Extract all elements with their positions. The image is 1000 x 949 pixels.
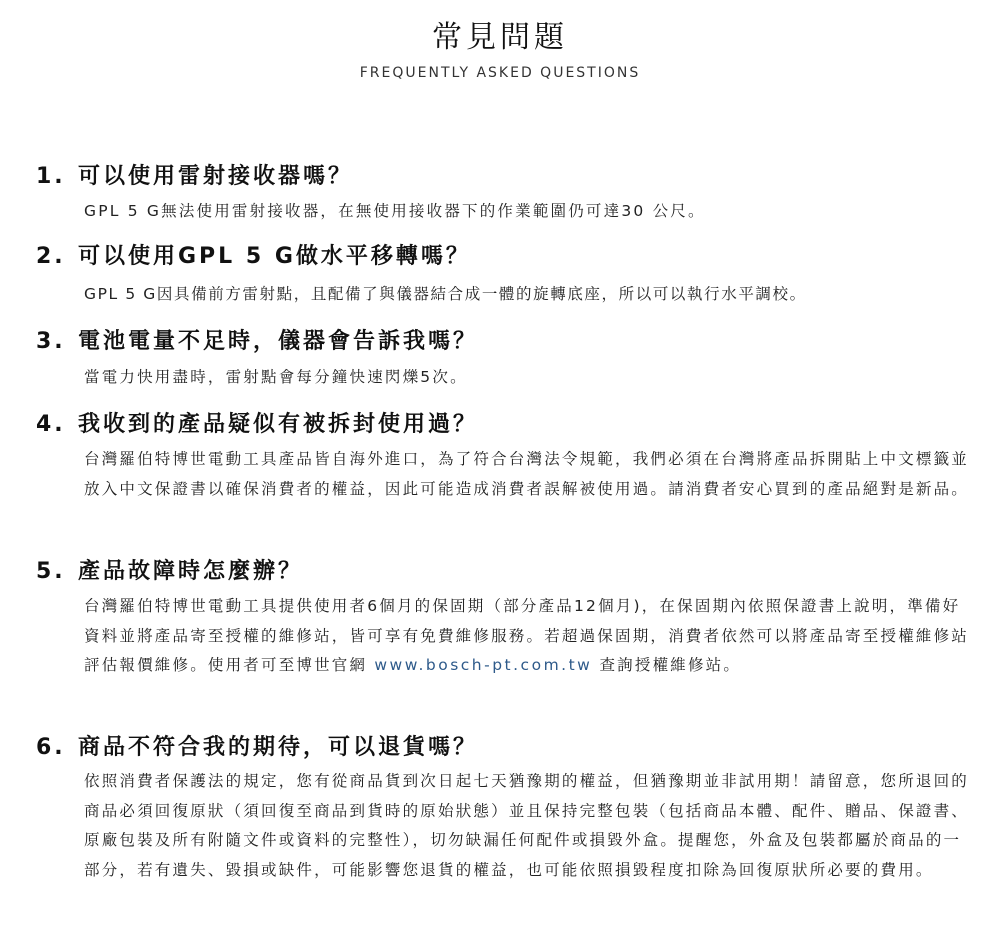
faq-answer-1: GPL 5 G無法使用雷射接收器，在無使用接收器下的作業範圍仍可達30 公尺。 bbox=[84, 202, 706, 220]
faq-question-text-6: 商品不符合我的期待，可以退貨嗎？ bbox=[78, 735, 479, 760]
page-subtitle: FREQUENTLY ASKED QUESTIONS bbox=[359, 65, 641, 81]
bosch-website-link[interactable]: www.bosch-pt.com.tw bbox=[374, 656, 593, 674]
faq-number-1: 1. bbox=[36, 164, 66, 189]
faq-question-text-5: 產品故障時怎麼辦？ bbox=[78, 559, 304, 584]
faq-number-2: 2. bbox=[36, 244, 66, 269]
faq-question-3 bbox=[36, 327, 478, 357]
faq-question-5 bbox=[36, 557, 303, 587]
faq-answer-5-text-end: 查詢授權維修站。 bbox=[592, 656, 742, 674]
faq-question-text-4: 我收到的產品疑似有被拆封使用過？ bbox=[78, 412, 479, 437]
faq-question-4 bbox=[36, 410, 478, 440]
faq-number-3: 3. bbox=[36, 329, 66, 354]
faq-answer-2: GPL 5 G因具備前方雷射點，且配備了與儀器結合成一體的旋轉底座，所以可以執行水平調校。 bbox=[84, 285, 807, 303]
faq-question-text-1: 可以使用雷射接收器嗎？ bbox=[78, 164, 354, 189]
faq-answer-5 bbox=[84, 592, 970, 681]
faq-answer-4: 台灣羅伯特博世電動工具產品皆自海外進口，為了符合台灣法令規範，我們必須在台灣將產品拆開貼上中文標籤並放入中文保證書以確保消費者的權益，因此可能造成消費者誤解被使用過。請消費者安心買到的產品絕對是新品。 bbox=[84, 450, 970, 498]
faq-answer-6: 依照消費者保護法的規定，您有從商品貨到次日起七天猶豫期的權益，但猶豫期並非試用期！請留意，您所退回的商品必須回復原狀（須回復至商品到貨時的原始狀態）並且保持完整包裝（包括商品本體、配件、贈品、保證書、原廠包裝及所有附隨文件或資料的完整性），切勿缺漏任何配件或損毀外盒。提醒您，外盒及包裝都屬於商品的一部分，若有遺失、毀損或缺件，可能影響您退貨的權益，也可能依照損毀程度扣除為回復原狀所必要的費用。 bbox=[84, 772, 970, 879]
page-title: 常見問題 bbox=[432, 20, 568, 55]
faq-question-2 bbox=[36, 242, 471, 272]
faq-number-6: 6. bbox=[36, 735, 66, 760]
faq-number-5: 5. bbox=[36, 559, 66, 584]
faq-answer-3: 當電力快用盡時，雷射點會每分鐘快速閃爍5次。 bbox=[84, 368, 468, 386]
faq-question-1 bbox=[36, 162, 353, 192]
faq-question-text-3: 電池電量不足時，儀器會告訴我嗎？ bbox=[78, 329, 479, 354]
faq-number-4: 4. bbox=[36, 412, 66, 437]
faq-question-text-2: 可以使用GPL 5 G做水平移轉嗎？ bbox=[78, 244, 471, 269]
faq-answer-5-text: 台灣羅伯特博世電動工具提供使用者6個月的保固期（部分產品12個月)，在保固期內依照保證書上說明，準備好資料並將產品寄至授權的維修站，皆可享有免費維修服務。若超過保固期，消費者依然可以將產品寄至授權維修站評估報價維修。使用者可至博世官網 bbox=[84, 597, 970, 674]
page-header bbox=[0, 18, 1000, 82]
faq-question-6 bbox=[36, 733, 478, 763]
